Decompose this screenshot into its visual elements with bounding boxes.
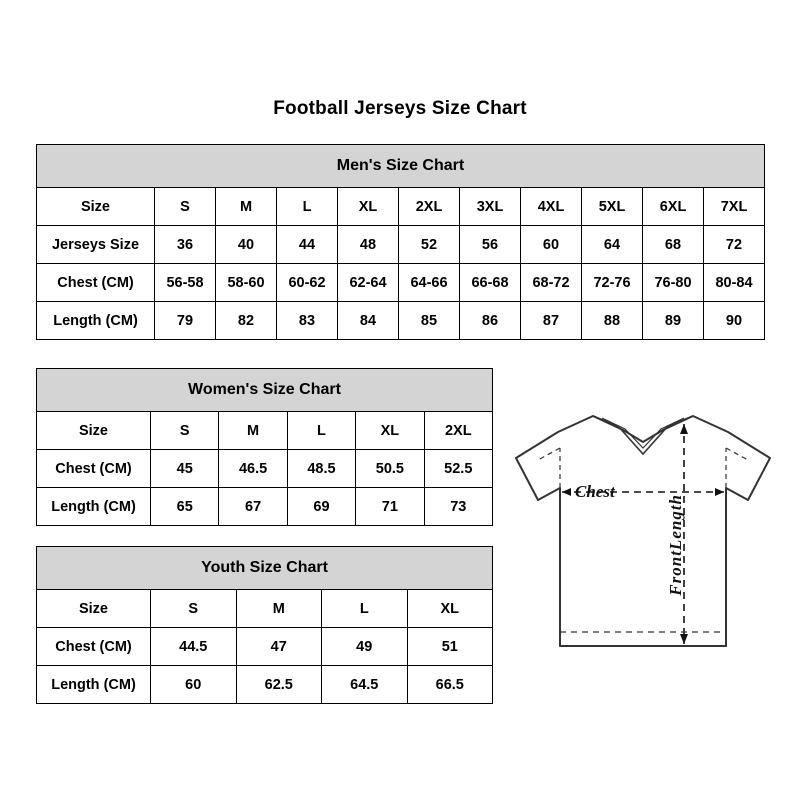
row-label: Length (CM) [37,666,151,704]
table-row [37,264,765,302]
row-label: Chest (CM) [37,628,151,666]
cell: 73 [424,488,492,526]
cell: 51 [407,628,493,666]
cell: M [216,188,277,226]
cell: 56 [460,226,521,264]
cell: 62.5 [236,666,322,704]
cell: 68-72 [521,264,582,302]
cell: 36 [155,226,216,264]
cell: 47 [236,628,322,666]
cell: 44.5 [151,628,237,666]
cell: M [236,590,322,628]
cell: S [155,188,216,226]
cell: 90 [704,302,765,340]
table-row [37,226,765,264]
cell: 88 [582,302,643,340]
cell: 89 [643,302,704,340]
table-header-row [37,547,493,590]
youth-size-table [36,546,493,704]
cell: 2XL [399,188,460,226]
womens-size-table [36,368,493,526]
cell: 76-80 [643,264,704,302]
table-row [37,302,765,340]
cell: XL [407,590,493,628]
row-label: Size [37,412,151,450]
cell: 66.5 [407,666,493,704]
cell: L [277,188,338,226]
page-title: Football Jerseys Size Chart [273,98,527,119]
cell: 64.5 [322,666,408,704]
cell: XL [356,412,424,450]
cell: S [151,412,219,450]
cell: 56-58 [155,264,216,302]
table-row [37,450,493,488]
cell: 71 [356,488,424,526]
cell: 68 [643,226,704,264]
table-row [37,488,493,526]
cell: 87 [521,302,582,340]
front-length-measurement-label: FrontLength [666,494,685,596]
cell: XL [338,188,399,226]
cell: 48 [338,226,399,264]
table-header-row [37,145,765,188]
cell: L [322,590,408,628]
cell: L [287,412,355,450]
row-label: Jerseys Size [37,226,155,264]
cell: 72-76 [582,264,643,302]
cell: 7XL [704,188,765,226]
row-label: Chest (CM) [37,450,151,488]
cell: 67 [219,488,287,526]
cell: 2XL [424,412,492,450]
cell: 40 [216,226,277,264]
cell: 49 [322,628,408,666]
cell: 50.5 [356,450,424,488]
cell: 66-68 [460,264,521,302]
row-label: Size [37,590,151,628]
mens-table-header: Men's Size Chart [37,145,765,188]
cell: 64-66 [399,264,460,302]
cell: 82 [216,302,277,340]
row-label: Size [37,188,155,226]
table-row [37,666,493,704]
cell: M [219,412,287,450]
cell: 65 [151,488,219,526]
table-header-row [37,369,493,412]
table-row [37,412,493,450]
cell: 46.5 [219,450,287,488]
tshirt-icon [498,396,788,686]
cell: 3XL [460,188,521,226]
cell: 62-64 [338,264,399,302]
cell: 45 [151,450,219,488]
youth-table-header: Youth Size Chart [37,547,493,590]
chest-measurement-label: Chest [575,482,615,501]
row-label: Length (CM) [37,302,155,340]
cell: 5XL [582,188,643,226]
cell: 72 [704,226,765,264]
cell: 60 [521,226,582,264]
table-row [37,628,493,666]
tshirt-measurement-diagram [498,396,788,686]
womens-table-header: Women's Size Chart [37,369,493,412]
row-label: Length (CM) [37,488,151,526]
cell: 58-60 [216,264,277,302]
cell: 44 [277,226,338,264]
table-row [37,188,765,226]
cell: 64 [582,226,643,264]
cell: 80-84 [704,264,765,302]
mens-size-table [36,144,765,340]
cell: 79 [155,302,216,340]
cell: 6XL [643,188,704,226]
cell: 52.5 [424,450,492,488]
cell: S [151,590,237,628]
cell: 4XL [521,188,582,226]
cell: 83 [277,302,338,340]
cell: 52 [399,226,460,264]
cell: 60 [151,666,237,704]
cell: 48.5 [287,450,355,488]
cell: 84 [338,302,399,340]
cell: 85 [399,302,460,340]
cell: 69 [287,488,355,526]
cell: 60-62 [277,264,338,302]
cell: 86 [460,302,521,340]
table-row [37,590,493,628]
row-label: Chest (CM) [37,264,155,302]
